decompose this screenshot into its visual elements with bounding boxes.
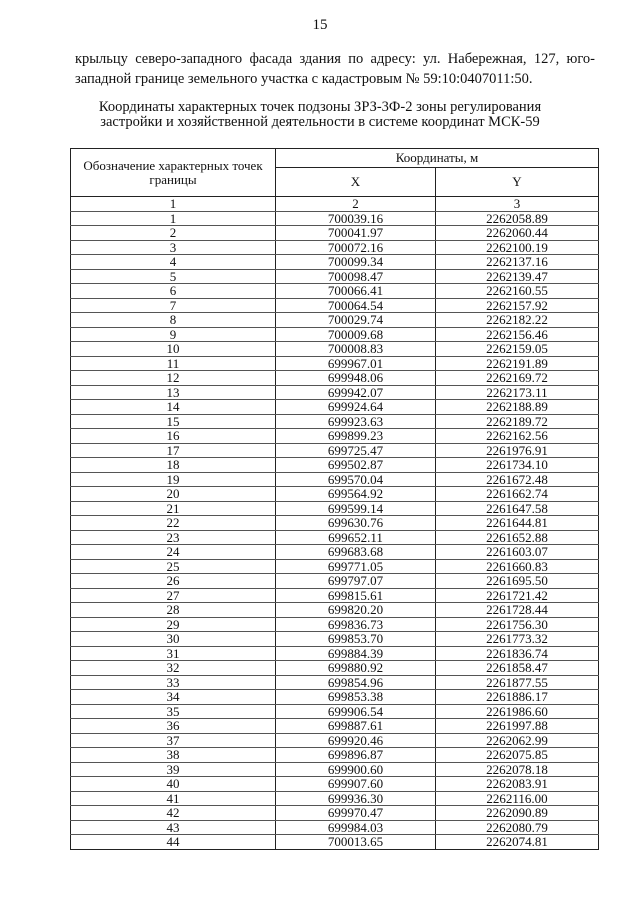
point-number: 29	[71, 617, 276, 632]
point-number: 31	[71, 646, 276, 661]
table-row	[71, 443, 599, 458]
point-number: 27	[71, 588, 276, 603]
y-coordinate: 2261734.10	[436, 458, 599, 473]
y-coordinate: 2262182.22	[436, 313, 599, 328]
point-number: 7	[71, 298, 276, 313]
table-row	[71, 269, 599, 284]
y-coordinate: 2262139.47	[436, 269, 599, 284]
intro-paragraph: крыльцу северо-западного фасада здания по адресу: ул. Набережная, 127, юго-западной границе земельного участка с кадастровым № 59:10:0407011:50.	[75, 51, 595, 87]
point-number: 38	[71, 748, 276, 763]
x-coordinate: 700009.68	[276, 327, 436, 342]
x-coordinate: 699887.61	[276, 719, 436, 734]
column-number: 2	[276, 197, 436, 212]
x-coordinate: 700066.41	[276, 284, 436, 299]
point-number: 12	[71, 371, 276, 386]
x-coordinate: 699630.76	[276, 516, 436, 531]
column-number: 3	[436, 197, 599, 212]
table-row	[71, 487, 599, 502]
table-row	[71, 545, 599, 560]
table-row	[71, 762, 599, 777]
x-coordinate: 699967.01	[276, 356, 436, 371]
x-coordinate: 699906.54	[276, 704, 436, 719]
table-body	[71, 197, 599, 850]
y-coordinate: 2262058.89	[436, 211, 599, 226]
table-row	[71, 748, 599, 763]
x-coordinate: 699570.04	[276, 472, 436, 487]
y-coordinate: 2261728.44	[436, 603, 599, 618]
y-coordinate: 2262062.99	[436, 733, 599, 748]
y-coordinate: 2262189.72	[436, 414, 599, 429]
point-number: 36	[71, 719, 276, 734]
point-number: 20	[71, 487, 276, 502]
y-coordinate: 2262075.85	[436, 748, 599, 763]
table-row	[71, 791, 599, 806]
table-row	[71, 690, 599, 705]
point-number: 2	[71, 226, 276, 241]
point-number: 14	[71, 400, 276, 415]
coordinates-table	[70, 148, 599, 850]
y-coordinate: 2261886.17	[436, 690, 599, 705]
y-coordinate: 2262090.89	[436, 806, 599, 821]
x-coordinate: 699683.68	[276, 545, 436, 560]
table-row	[71, 371, 599, 386]
x-coordinate: 699936.30	[276, 791, 436, 806]
table-row	[71, 313, 599, 328]
point-number: 35	[71, 704, 276, 719]
y-coordinate: 2261756.30	[436, 617, 599, 632]
table-row	[71, 226, 599, 241]
x-coordinate: 699853.70	[276, 632, 436, 647]
table-row	[71, 777, 599, 792]
y-coordinate: 2261773.32	[436, 632, 599, 647]
x-coordinate: 700039.16	[276, 211, 436, 226]
point-number: 21	[71, 501, 276, 516]
x-coordinate: 700013.65	[276, 835, 436, 850]
x-coordinate: 699853.38	[276, 690, 436, 705]
table-row	[71, 661, 599, 676]
table-row	[71, 472, 599, 487]
point-number: 11	[71, 356, 276, 371]
table-row	[71, 632, 599, 647]
table-row	[71, 327, 599, 342]
table-row	[71, 530, 599, 545]
x-coordinate: 699923.63	[276, 414, 436, 429]
table-row	[71, 414, 599, 429]
point-number: 3	[71, 240, 276, 255]
column-number-row	[71, 197, 599, 212]
x-coordinate: 700064.54	[276, 298, 436, 313]
x-coordinate: 700041.97	[276, 226, 436, 241]
table-row	[71, 574, 599, 589]
table-row	[71, 704, 599, 719]
x-coordinate: 699884.39	[276, 646, 436, 661]
point-number: 41	[71, 791, 276, 806]
x-coordinate: 699942.07	[276, 385, 436, 400]
point-number: 6	[71, 284, 276, 299]
point-number: 19	[71, 472, 276, 487]
y-coordinate: 2262078.18	[436, 762, 599, 777]
table-row	[71, 400, 599, 415]
page-number: 15	[312, 17, 328, 33]
point-number: 42	[71, 806, 276, 821]
y-coordinate: 2262188.89	[436, 400, 599, 415]
point-designation-header: Обозначение характерных точек границы	[71, 149, 276, 197]
y-coordinate: 2262083.91	[436, 777, 599, 792]
x-coordinate: 699652.11	[276, 530, 436, 545]
column-number: 1	[71, 197, 276, 212]
x-coordinate: 699797.07	[276, 574, 436, 589]
coordinates-header: Координаты, м	[276, 149, 599, 168]
y-coordinate: 2261986.60	[436, 704, 599, 719]
table-row	[71, 733, 599, 748]
x-coordinate: 699502.87	[276, 458, 436, 473]
table-row	[71, 211, 599, 226]
y-coordinate: 2262162.56	[436, 429, 599, 444]
x-coordinate: 699880.92	[276, 661, 436, 676]
y-coordinate: 2261672.48	[436, 472, 599, 487]
table-row	[71, 806, 599, 821]
y-coordinate: 2261662.74	[436, 487, 599, 502]
point-number: 17	[71, 443, 276, 458]
y-coordinate: 2262156.46	[436, 327, 599, 342]
table-row	[71, 284, 599, 299]
y-coordinate: 2262116.00	[436, 791, 599, 806]
heading-line-1: Координаты характерных точек подзоны ЗРЗ-3Ф-2 зоны регулирования	[98, 99, 542, 115]
x-coordinate: 699820.20	[276, 603, 436, 618]
y-coordinate: 2261877.55	[436, 675, 599, 690]
point-number: 1	[71, 211, 276, 226]
y-coordinate: 2262100.19	[436, 240, 599, 255]
point-number: 39	[71, 762, 276, 777]
y-coordinate: 2262160.55	[436, 284, 599, 299]
table-row	[71, 675, 599, 690]
point-number: 25	[71, 559, 276, 574]
point-number: 40	[71, 777, 276, 792]
point-number: 23	[71, 530, 276, 545]
point-number: 24	[71, 545, 276, 560]
y-coordinate: 2261721.42	[436, 588, 599, 603]
table-row	[71, 835, 599, 850]
point-number: 18	[71, 458, 276, 473]
y-coordinate: 2261695.50	[436, 574, 599, 589]
point-number: 9	[71, 327, 276, 342]
y-coordinate: 2261976.91	[436, 443, 599, 458]
x-coordinate: 699970.47	[276, 806, 436, 821]
y-coordinate: 2261644.81	[436, 516, 599, 531]
point-number: 16	[71, 429, 276, 444]
y-coordinate: 2261603.07	[436, 545, 599, 560]
table-row	[71, 617, 599, 632]
x-coordinate: 699896.87	[276, 748, 436, 763]
x-coordinate: 699924.64	[276, 400, 436, 415]
x-coordinate: 699854.96	[276, 675, 436, 690]
x-coordinate: 699948.06	[276, 371, 436, 386]
y-coordinate: 2262137.16	[436, 255, 599, 270]
x-coordinate: 699900.60	[276, 762, 436, 777]
point-number: 34	[71, 690, 276, 705]
x-coordinate: 699836.73	[276, 617, 436, 632]
table-row	[71, 240, 599, 255]
table-row	[71, 385, 599, 400]
table-row	[71, 588, 599, 603]
point-number: 30	[71, 632, 276, 647]
y-coordinate: 2261836.74	[436, 646, 599, 661]
x-coordinate: 700099.34	[276, 255, 436, 270]
point-number: 28	[71, 603, 276, 618]
table-heading	[60, 100, 580, 130]
table-row	[71, 516, 599, 531]
x-coordinate: 699907.60	[276, 777, 436, 792]
table-row	[71, 356, 599, 371]
y-coordinate: 2261652.88	[436, 530, 599, 545]
table-row	[71, 342, 599, 357]
y-coordinate: 2261647.58	[436, 501, 599, 516]
point-number: 5	[71, 269, 276, 284]
x-coordinate: 699725.47	[276, 443, 436, 458]
table-row	[71, 603, 599, 618]
x-coordinate: 699984.03	[276, 820, 436, 835]
x-coordinate: 700098.47	[276, 269, 436, 284]
x-coordinate: 700029.74	[276, 313, 436, 328]
point-number: 4	[71, 255, 276, 270]
y-coordinate: 2262169.72	[436, 371, 599, 386]
table-row	[71, 501, 599, 516]
y-coordinate: 2262157.92	[436, 298, 599, 313]
heading-line-2: застройки и хозяйственной деятельности в системе координат МСК-59	[100, 114, 540, 130]
x-coordinate: 699815.61	[276, 588, 436, 603]
table-row	[71, 820, 599, 835]
table-row	[71, 298, 599, 313]
x-header: X	[276, 168, 436, 197]
point-number: 15	[71, 414, 276, 429]
y-header: Y	[436, 168, 599, 197]
x-coordinate: 699564.92	[276, 487, 436, 502]
point-number: 44	[71, 835, 276, 850]
point-number: 26	[71, 574, 276, 589]
y-coordinate: 2262080.79	[436, 820, 599, 835]
x-coordinate: 699599.14	[276, 501, 436, 516]
x-coordinate: 699771.05	[276, 559, 436, 574]
y-coordinate: 2262060.44	[436, 226, 599, 241]
point-number: 22	[71, 516, 276, 531]
table-row	[71, 458, 599, 473]
y-coordinate: 2261660.83	[436, 559, 599, 574]
y-coordinate: 2261997.88	[436, 719, 599, 734]
y-coordinate: 2261858.47	[436, 661, 599, 676]
y-coordinate: 2262074.81	[436, 835, 599, 850]
y-coordinate: 2262191.89	[436, 356, 599, 371]
point-number: 8	[71, 313, 276, 328]
table-row	[71, 559, 599, 574]
point-number: 10	[71, 342, 276, 357]
x-coordinate: 700072.16	[276, 240, 436, 255]
table-row	[71, 429, 599, 444]
point-number: 32	[71, 661, 276, 676]
table-row	[71, 255, 599, 270]
point-number: 43	[71, 820, 276, 835]
point-number: 13	[71, 385, 276, 400]
point-number: 33	[71, 675, 276, 690]
table-row	[71, 646, 599, 661]
y-coordinate: 2262173.11	[436, 385, 599, 400]
x-coordinate: 699920.46	[276, 733, 436, 748]
x-coordinate: 699899.23	[276, 429, 436, 444]
x-coordinate: 700008.83	[276, 342, 436, 357]
y-coordinate: 2262159.05	[436, 342, 599, 357]
point-number: 37	[71, 733, 276, 748]
table-row	[71, 719, 599, 734]
